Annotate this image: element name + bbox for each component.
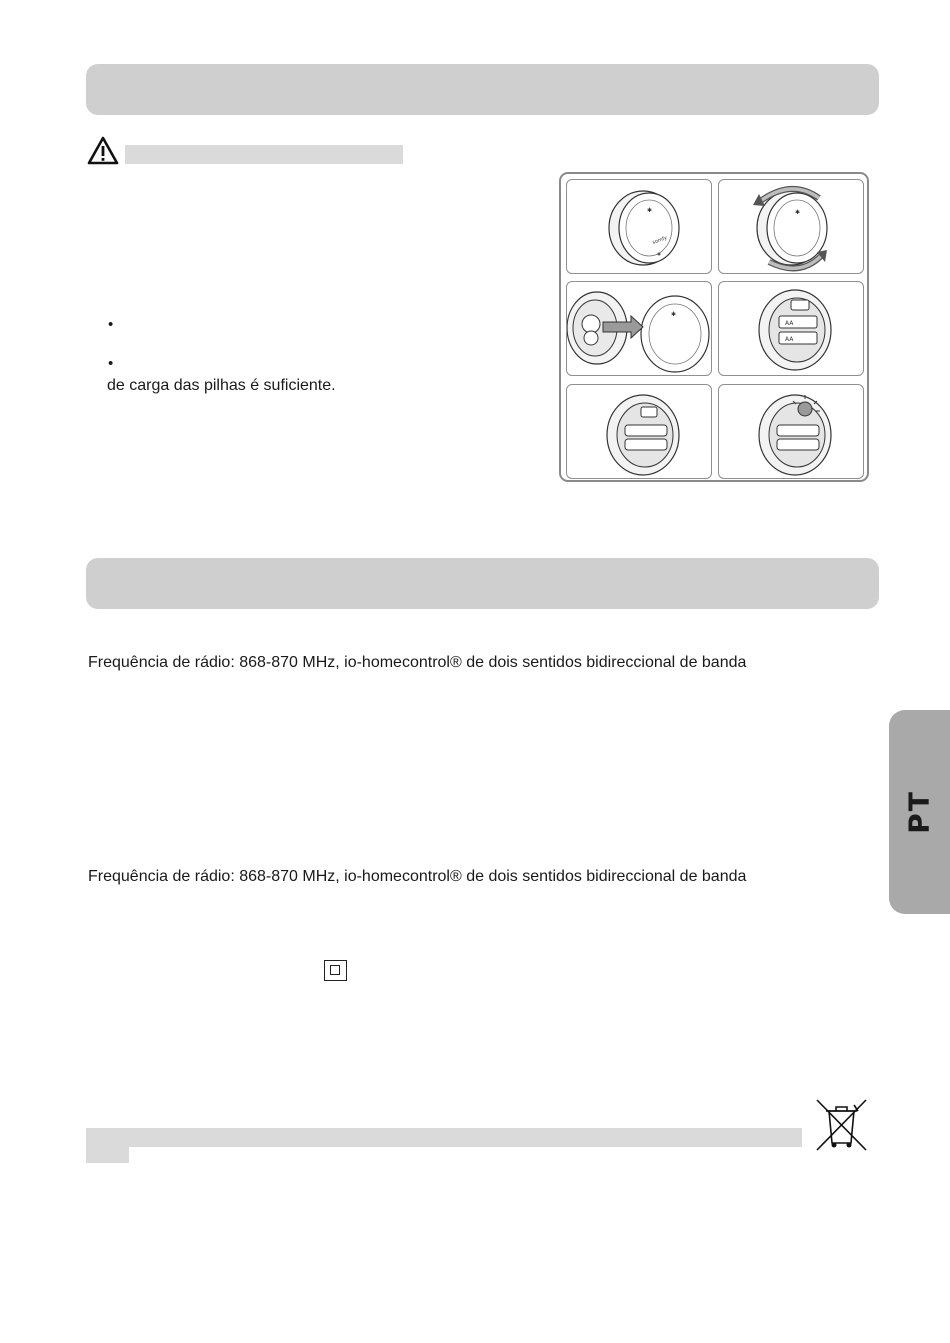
crossed-out-bin-icon (814, 1097, 869, 1153)
step-1-image (566, 179, 712, 274)
bullet-2: • (108, 355, 114, 372)
section-header-bar (86, 558, 879, 609)
section-header-bar (86, 64, 879, 115)
disposal-heading-tab (86, 1147, 129, 1163)
svg-text:✱: ✱ (647, 207, 653, 214)
step-4-image (718, 281, 864, 376)
svg-text:✱: ✱ (795, 209, 801, 216)
step-3-image (566, 281, 712, 376)
warning-triangle-icon (87, 136, 119, 165)
double-insulation-icon (324, 960, 347, 981)
step-6-image (718, 384, 864, 479)
step-5-image (566, 384, 712, 479)
svg-text:✱: ✱ (671, 311, 677, 318)
svg-text:AA: AA (785, 336, 794, 343)
battery-charge-text: de carga das pilhas é suficiente. (107, 377, 336, 394)
radio-frequency-text: Frequência de rádio: 868-870 MHz, io-homecontrol® de dois sentidos bidireccional de banda (88, 654, 747, 671)
battery-replacement-illustration (559, 172, 869, 482)
svg-text:somfy: somfy (651, 235, 668, 246)
step-2-image (718, 179, 864, 274)
radio-frequency-text: Frequência de rádio: 868-870 MHz, io-homecontrol® de dois sentidos bidireccional de banda (88, 868, 747, 885)
bullet-1: • (108, 316, 114, 333)
disposal-heading-strip (86, 1128, 802, 1147)
svg-text:AA: AA (785, 320, 794, 327)
language-tab-label: PT (902, 790, 936, 834)
warning-heading-strip (125, 145, 403, 164)
